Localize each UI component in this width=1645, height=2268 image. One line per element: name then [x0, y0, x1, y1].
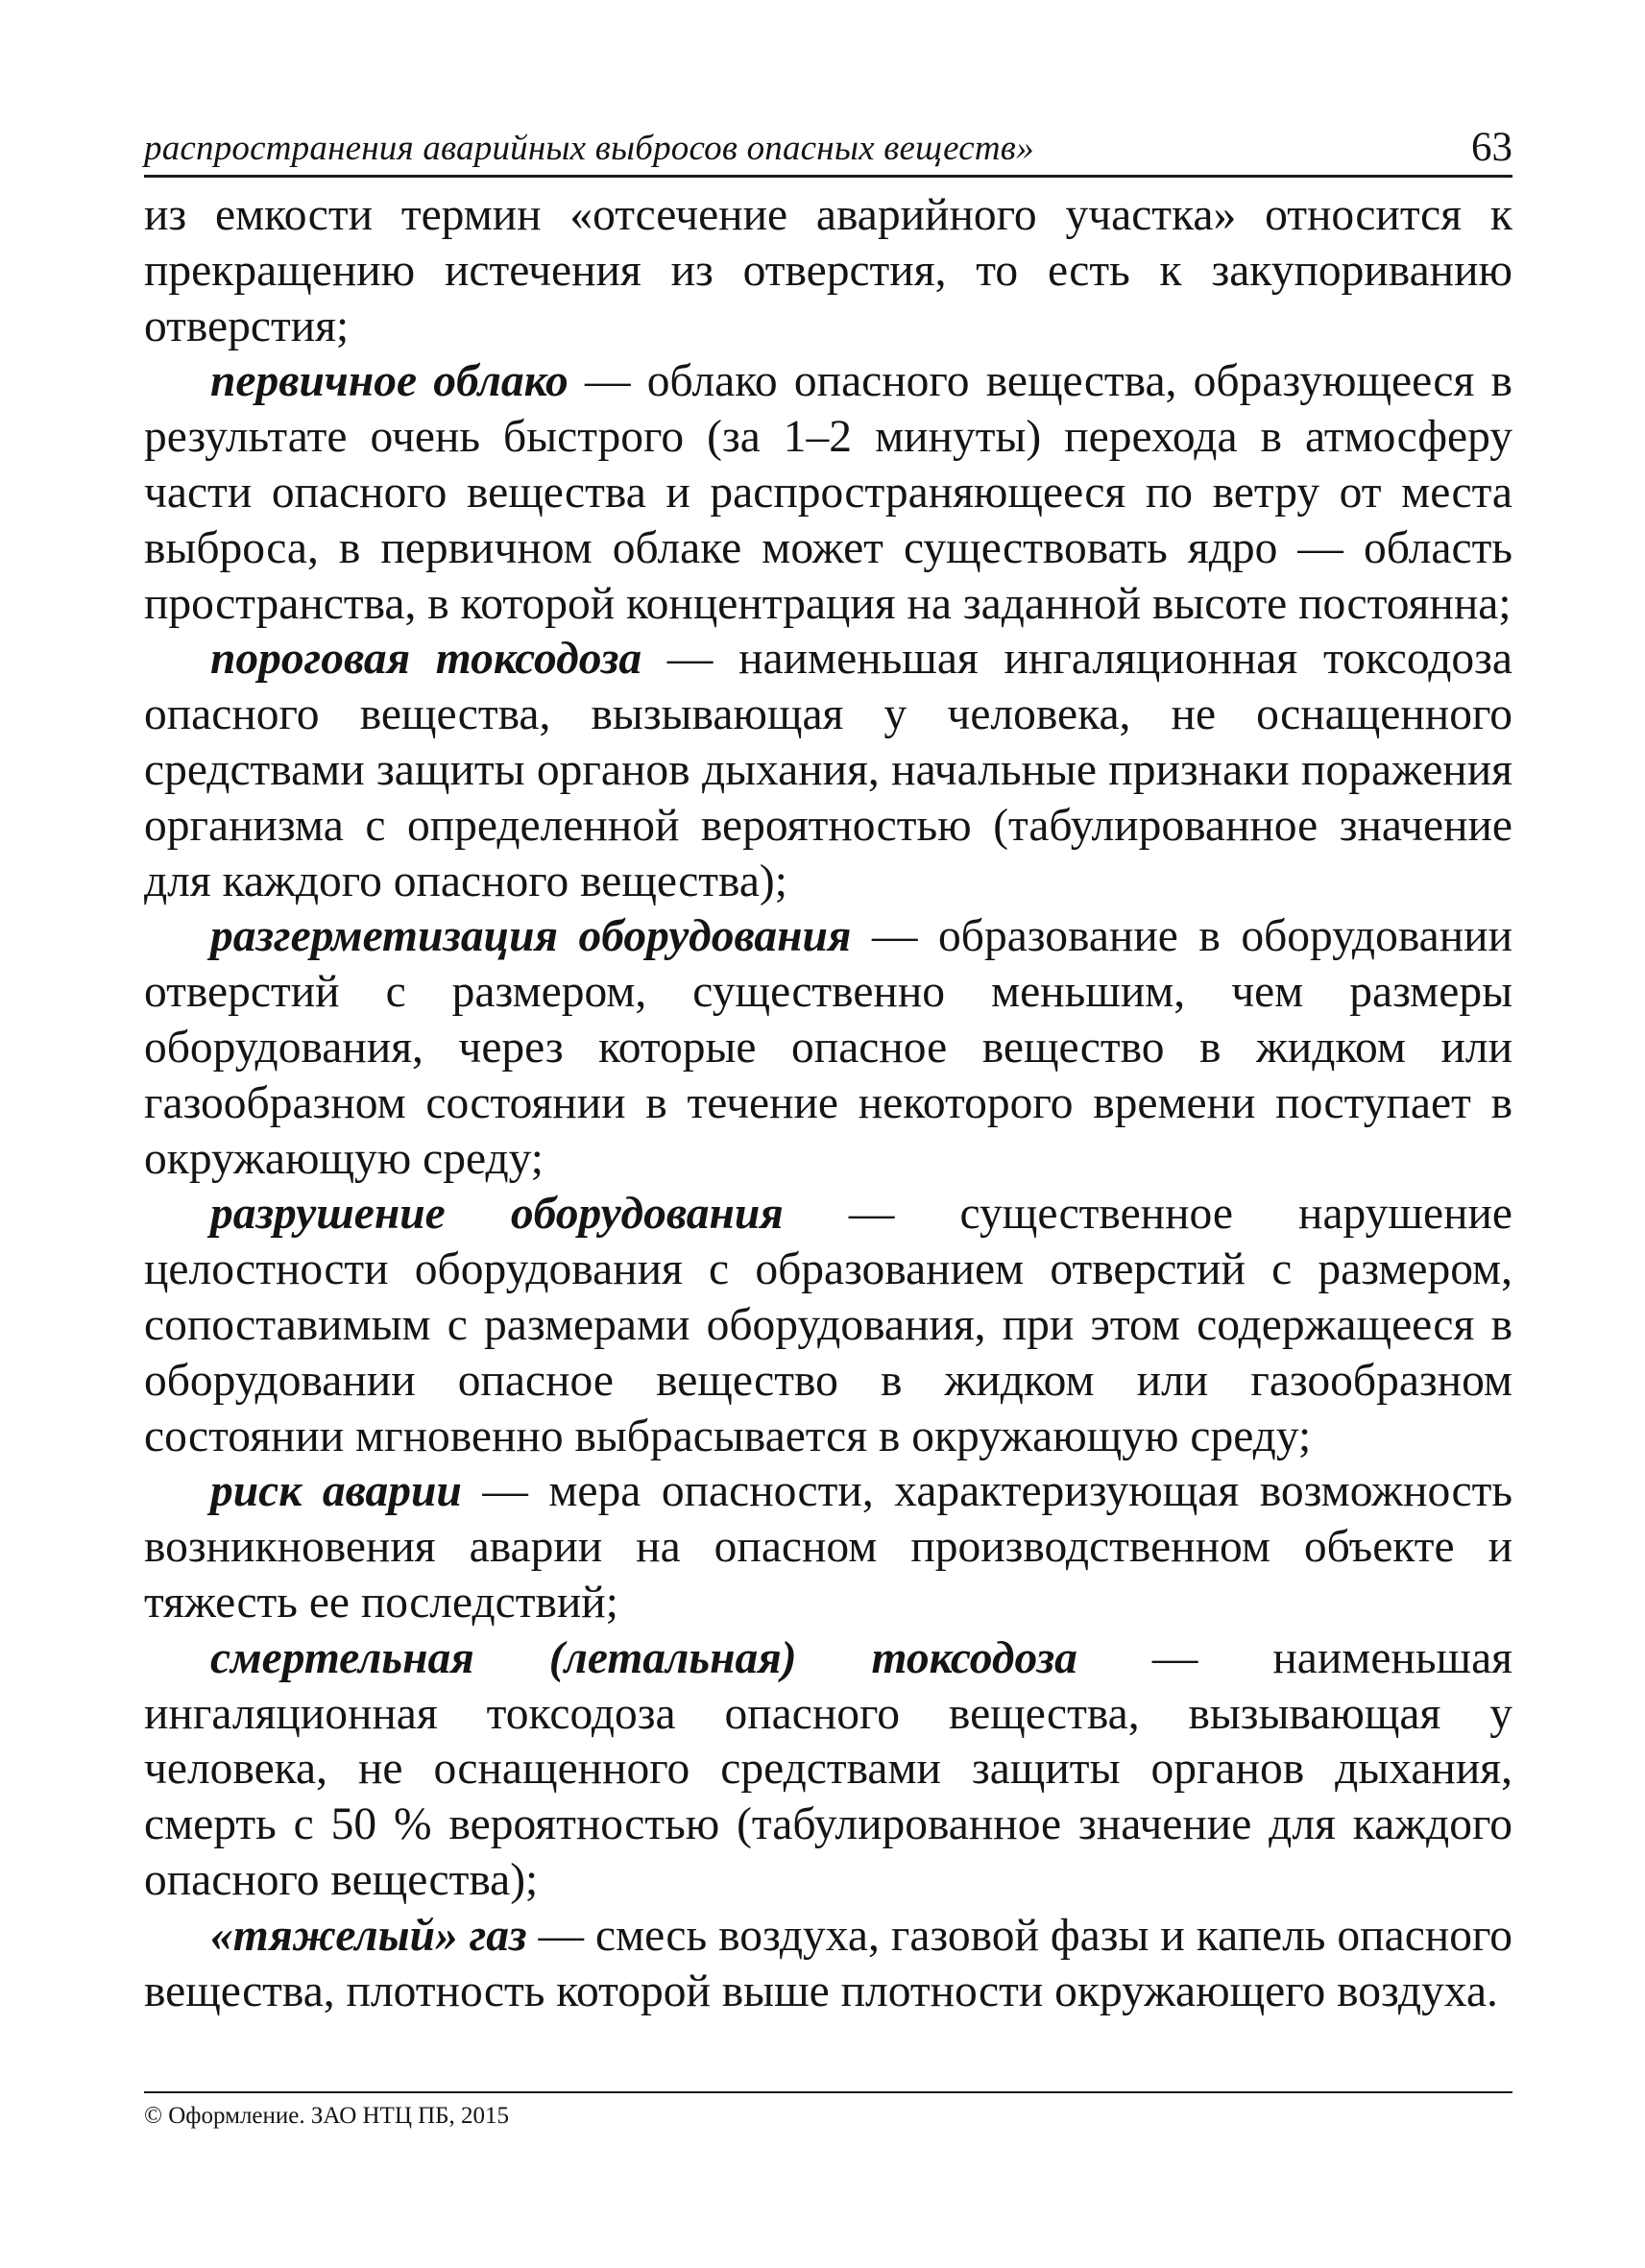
definition-paragraph [144, 1187, 1512, 1464]
definition-text: — наименьшая ингаляционная токсодоза опасного вещества, вызывающая у человека, не оснащенного средствами защиты органов дыхания, начальные признаки поражения организма с определенной вероятностью (табулированное значение для каждого опасного вещества); [144, 634, 1512, 906]
definition-term: разрушение оборудования [210, 1189, 784, 1240]
body-text [144, 188, 1512, 2019]
definition-term: смертельная (летальная) токсодоза [210, 1632, 1077, 1683]
definition-paragraph [144, 354, 1512, 632]
page-number: 63 [1471, 125, 1512, 170]
definition-paragraph [144, 632, 1512, 909]
running-title: распространения аварийных выбросов опасных веществ» [144, 129, 1034, 168]
definition-text: — смесь воздуха, газовой фазы и капель опасного вещества, плотность которой выше плотности окружающего воздуха. [144, 1910, 1512, 2016]
definition-term: разгерметизация оборудования [210, 911, 852, 962]
definition-text: — существенное нарушение целостности оборудования с образованием отверстий с размером, сопоставимым с размерами оборудования, при этом содержащееся в оборудовании опасное вещество в жидком или газообразном состоянии мгновенно выбрасывается в окружающую среду; [144, 1189, 1512, 1461]
footer-divider [144, 2091, 1512, 2093]
definition-text: — образование в оборудовании отверстий с размером, существенно меньшим, чем размеры оборудования, через которые опасное вещество в жидком или газообразном состоянии в течение некоторого времени поступает в окружающую среду; [144, 911, 1512, 1184]
definition-term: риск аварии [210, 1466, 462, 1517]
definition-paragraph [144, 1464, 1512, 1630]
definition-paragraph [144, 909, 1512, 1187]
definition-text: — мера опасности, характеризующая возможность возникновения аварии на опасном производственном объекте и тяжесть ее последствий; [144, 1466, 1512, 1628]
definition-paragraph [144, 1909, 1512, 2020]
definition-term: первичное облако [210, 356, 568, 407]
definition-term: «тяжелый» газ [210, 1910, 527, 1961]
definition-text: — наименьшая ингаляционная токсодоза опасного вещества, вызывающая у человека, не оснащенного средствами защиты органов дыхания, смерть с 50 % вероятностью (табулированное значение для каждого опасного вещества); [144, 1632, 1512, 1905]
definition-text: — облако опасного вещества, образующееся в результате очень быстрого (за 1–2 минуты) перехода в атмосферу части опасного вещества и распространяющееся по ветру от места выброса, в первичном облаке может существовать ядро — область пространства, в которой концентрация на заданной высоте постоянна; [144, 356, 1512, 629]
copyright-notice: © Оформление. ЗАО НТЦ ПБ, 2015 [144, 2103, 510, 2129]
definition-term: пороговая токсодоза [210, 634, 642, 685]
running-header [144, 113, 1512, 178]
continuation-paragraph: из емкости термин «отсечение аварийного участка» относится к прекращению истечения из отверстия, то есть к закупориванию отверстия; [144, 190, 1512, 351]
definition-paragraph [144, 1631, 1512, 1909]
